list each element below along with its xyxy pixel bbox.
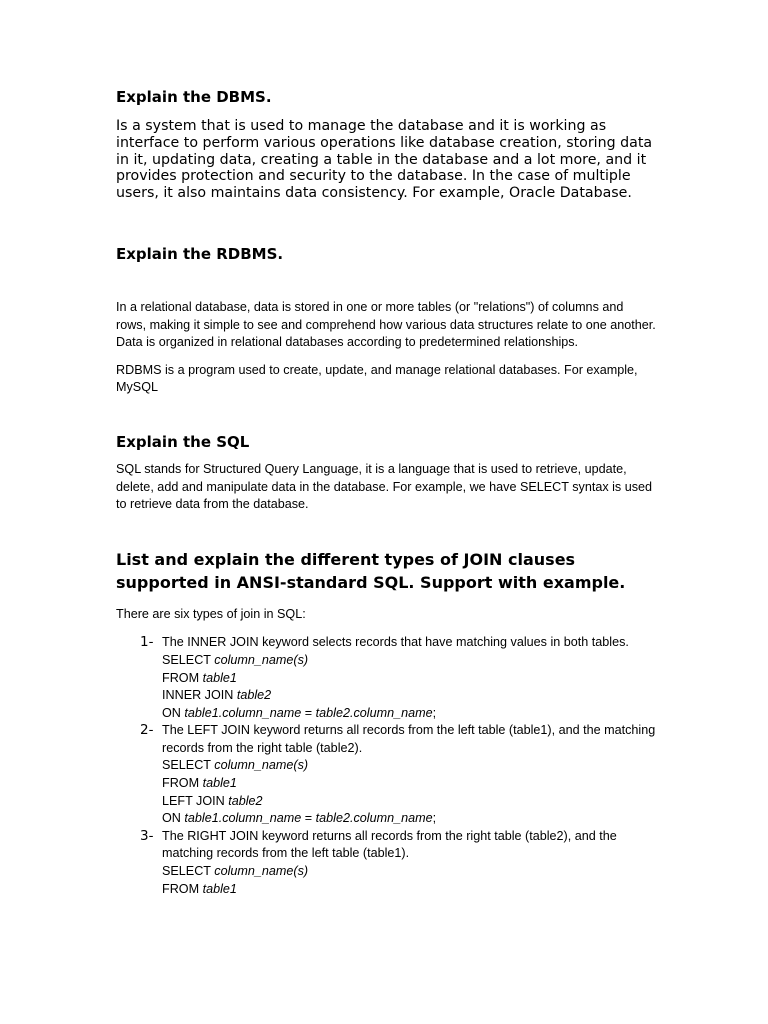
sql-select-line xyxy=(162,863,656,881)
sql-terminator: ; xyxy=(432,705,437,720)
sql-heading: Explain the SQL xyxy=(116,432,250,451)
join-item-right xyxy=(116,828,656,898)
join-item-left xyxy=(116,722,656,828)
sql-argument: table1 xyxy=(202,670,237,685)
sql-keyword: LEFT JOIN xyxy=(162,793,225,808)
sql-terminator: ; xyxy=(432,811,437,826)
sql-operator: = xyxy=(301,811,316,826)
sql-select-line xyxy=(162,757,656,775)
sql-keyword: ON xyxy=(162,705,181,720)
sql-argument: table1 xyxy=(202,881,237,896)
sql-on-line xyxy=(162,810,656,828)
sql-join-line xyxy=(162,687,656,705)
joins-list xyxy=(116,634,656,898)
rdbms-paragraph-1: In a relational database, data is stored in one or more tables (or "relations") of columns and rows, making it simple to see and comprehend how various data structures relate to one another. Data is organized in relational databases according to predetermined relationships. xyxy=(116,299,656,350)
sql-argument: column_name(s) xyxy=(214,652,309,667)
sql-operator: = xyxy=(301,705,316,720)
sql-on-line xyxy=(162,705,656,723)
join-description: The RIGHT JOIN keyword returns all records from the right table (table2), and the matching records from the left table (table1). xyxy=(162,828,617,861)
sql-join-line xyxy=(162,793,656,811)
sql-argument: table2 xyxy=(228,793,263,808)
joins-intro: There are six types of join in SQL: xyxy=(116,606,306,621)
sql-from-line xyxy=(162,670,656,688)
sql-keyword: FROM xyxy=(162,776,200,791)
sql-keyword: SELECT xyxy=(162,758,211,773)
list-number: 1- xyxy=(140,634,154,651)
joins-heading: List and explain the different types of JOIN clauses supported in ANSI-standard SQL. Support with example. xyxy=(116,549,626,592)
list-number: 2- xyxy=(140,722,154,739)
sql-argument: column_name(s) xyxy=(214,864,309,879)
document-body xyxy=(116,86,656,898)
sql-paragraph: SQL stands for Structured Query Language, it is a language that is used to retrieve, update, delete, add and manipulate data in the database. For example, we have SELECT syntax is used to retrieve data from the database. xyxy=(116,461,653,512)
sql-argument: column_name(s) xyxy=(214,758,309,773)
dbms-heading: Explain the DBMS. xyxy=(116,88,272,106)
join-item-inner xyxy=(116,634,656,722)
sql-argument: table2.column_name xyxy=(315,705,433,720)
join-description: The LEFT JOIN keyword returns all records from the left table (table1), and the matching records from the right table (table2). xyxy=(162,723,656,755)
join-description: The INNER JOIN keyword selects records that have matching values in both tables. xyxy=(162,635,629,650)
sql-select-line xyxy=(162,652,656,670)
list-number: 3- xyxy=(140,827,154,844)
sql-argument: table1 xyxy=(202,776,237,791)
sql-argument: table2 xyxy=(236,688,272,703)
sql-keyword: SELECT xyxy=(162,652,211,667)
sql-keyword: FROM xyxy=(162,670,200,685)
sql-keyword: INNER JOIN xyxy=(162,688,234,703)
sql-argument: table2.column_name xyxy=(315,811,433,826)
rdbms-heading: Explain the RDBMS. xyxy=(116,244,284,263)
sql-keyword: SELECT xyxy=(162,864,211,879)
rdbms-paragraph-2: RDBMS is a program used to create, update, and manage relational databases. For example, MySQL xyxy=(116,362,638,395)
dbms-paragraph: Is a system that is used to manage the database and it is working as interface to perform various operations like database creation, storing data in it, updating data, creating a table in the database and a lot more, and it provides protection and security to the database. In the case of multiple users, it also maintains data consistency. For example, Oracle Database. xyxy=(116,118,653,202)
sql-argument: table1.column_name xyxy=(184,705,302,720)
sql-keyword: FROM xyxy=(162,881,200,896)
sql-argument: table1.column_name xyxy=(184,811,302,826)
sql-from-line xyxy=(162,881,656,899)
sql-keyword: ON xyxy=(162,811,181,826)
sql-from-line xyxy=(162,775,656,793)
